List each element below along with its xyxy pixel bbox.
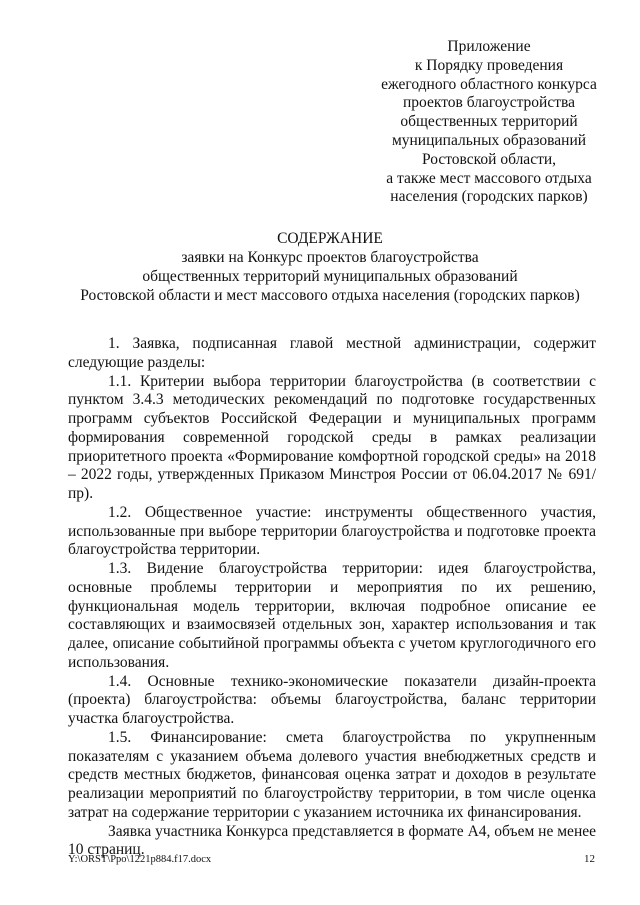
appendix-line: проектов благоустройства xyxy=(403,94,575,112)
appendix-header xyxy=(360,38,618,207)
paragraph-1-4: 1.4. Основные технико-экономические показатели дизайн-проекта (проекта) благоустройства: объемы благоустройства, баланс территории участка благоустройства. xyxy=(68,672,596,727)
appendix-line: Ростовской области, xyxy=(421,150,557,168)
page-number: 12 xyxy=(584,853,595,865)
document-body xyxy=(68,335,596,860)
appendix-line: муниципальных образований xyxy=(391,131,587,149)
paragraph-1-5: 1.5. Финансирование: смета благоустройства по укрупненным показателям с указанием объема долевого участия внебюджетных средств и средств местных бюджетов, финансовая оценка затрат и доходов в результате реализации мероприятий по благоустройству территории, в том числе оценка затрат на содержание территории с указанием источника их финансирования. xyxy=(68,728,596,821)
appendix-line: населения (городских парков) xyxy=(390,188,588,206)
title-heading: СОДЕРЖАНИЕ xyxy=(277,230,383,247)
appendix-line: Приложение xyxy=(447,38,531,55)
paragraph-format-note: Заявка участника Конкурса представляется в формате А4, объем не менее 10 страниц. xyxy=(68,822,596,859)
paragraph-1: 1. Заявка, подписанная главой местной администрации, содержит следующие разделы: xyxy=(68,335,596,371)
title-line: Ростовской области и мест массового отдыха населения (городских парков) xyxy=(80,287,580,304)
footer-file-path: Y:\ORST\Ppo\1221p884.f17.docx xyxy=(68,854,212,865)
paragraph-1-1: 1.1. Критерии выбора территории благоустройства (в соответствии с пунктом 3.4.3 методических рекомендаций по подготовке государственных программ субъектов Российской Федерации и муниципальных программ формирования современной городской среды в рамках реализации приоритетного проекта «Формирование комфортной городской среды» на 2018 – 2022 годы, утвержденных Приказом Минстроя России от 06.04.2017 № 691/пр). xyxy=(68,372,596,502)
title-line: заявки на Конкурс проектов благоустройства xyxy=(181,249,479,266)
paragraph-1-2: 1.2. Общественное участие: инструменты общественного участия, использованные при выборе территории благоустройства и подготовке проекта благоустройства территории. xyxy=(68,503,596,559)
document-title xyxy=(20,229,640,305)
appendix-line: ежегодного областного конкурса xyxy=(381,75,597,93)
appendix-line: а также мест массового отдыха xyxy=(386,169,592,187)
appendix-line: общественных территорий xyxy=(400,113,578,131)
paragraph-1-3: 1.3. Видение благоустройства территории: идея благоустройства, основные проблемы территории и мероприятия по их решению, функциональная модель территории, включая подробное описание ее составляющих и взаимосвязей отдельных зон, характер использования и так далее, описание событийной программы объекта с учетом круглогодичного его использования. xyxy=(68,560,596,671)
appendix-line: к Порядку проведения xyxy=(414,56,564,74)
title-line: общественных территорий муниципальных образований xyxy=(142,268,518,285)
